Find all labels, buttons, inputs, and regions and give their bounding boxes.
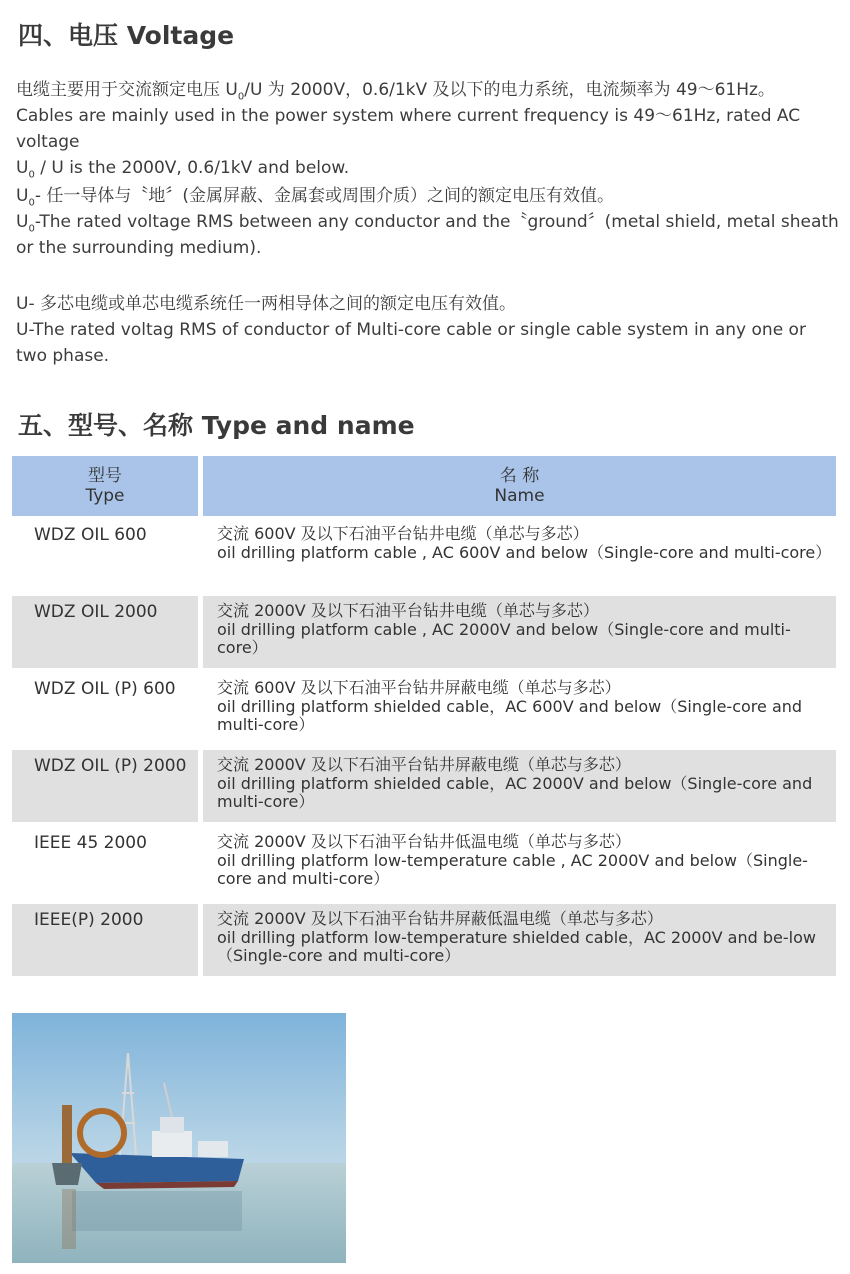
row-type-code: IEEE 45 2000 bbox=[34, 833, 147, 853]
table-row bbox=[12, 593, 836, 670]
header-name bbox=[203, 456, 836, 516]
u0-definition-cn: $U_0-$ 任一导体与〝地〞(金属屏蔽、金属套或周围介质）之间的额定电压有效值。 bbox=[16, 186, 614, 209]
voltage-intro bbox=[16, 77, 841, 181]
row-name bbox=[217, 833, 829, 889]
table-row bbox=[12, 516, 836, 593]
row-name-en: oil drilling platform low-temperature cable , AC 2000V and below（Single-core and multi-core） bbox=[217, 850, 808, 888]
header-name-cn: 名 称 bbox=[499, 466, 540, 486]
row-name-en: oil drilling platform cable , AC 2000V and below（Single-core and multi-core） bbox=[217, 619, 791, 657]
row-name-en: oil drilling platform cable , AC 600V and below（Single-core and multi-core） bbox=[217, 542, 832, 562]
header-type bbox=[12, 456, 198, 516]
row-type-code: WDZ OIL (P) 600 bbox=[34, 679, 176, 699]
u0-definition bbox=[16, 183, 841, 261]
row-type-code: IEEE(P) 2000 bbox=[34, 910, 144, 930]
row-name bbox=[217, 602, 829, 658]
type-name-table bbox=[12, 456, 836, 978]
row-name bbox=[217, 679, 829, 735]
u-definition bbox=[16, 291, 841, 369]
voltage-intro-en-2: $U_0$ / U is the 2000V, 0.6/1kV and below. bbox=[16, 158, 350, 181]
header-type-en: Type bbox=[85, 486, 125, 506]
row-name-cn: 交流 2000V 及以下石油平台钻井屏蔽低温电缆（单芯与多芯） bbox=[217, 909, 663, 928]
drilling-ship-photo bbox=[12, 1013, 346, 1263]
voltage-intro-en-1: Cables are mainly used in the power system where current frequency is 49～61Hz, rated AC voltage bbox=[16, 106, 801, 152]
header-name-en: Name bbox=[494, 486, 545, 506]
table-row bbox=[12, 901, 836, 978]
u-definition-en: U-The rated voltag RMS of conductor of Multi-core cable or single cable system in any one or two phase. bbox=[16, 320, 806, 366]
row-name-cn: 交流 2000V 及以下石油平台钻井低温电缆（单芯与多芯） bbox=[217, 832, 631, 851]
row-name bbox=[217, 524, 832, 562]
row-name-en: oil drilling platform low-temperature shielded cable，AC 2000V and be-low（Single-core and multi-core） bbox=[217, 927, 816, 965]
row-name bbox=[217, 756, 829, 812]
row-name-en: oil drilling platform shielded cable，AC 600V and below（Single-core and multi-core） bbox=[217, 696, 803, 734]
row-type-code: WDZ OIL 600 bbox=[34, 525, 147, 545]
row-name-cn: 交流 2000V 及以下石油平台钻井电缆（单芯与多芯） bbox=[217, 601, 599, 620]
table-header bbox=[12, 456, 836, 516]
table-row bbox=[12, 824, 836, 901]
u0-definition-en: $U_0$-The rated voltage RMS between any conductor and the〝ground〞(metal shield, metal sheath or the surrounding medium). bbox=[16, 212, 839, 258]
row-type-code: WDZ OIL (P) 2000 bbox=[34, 756, 187, 776]
row-name-cn: 交流 600V 及以下石油平台钻井屏蔽电缆（单芯与多芯） bbox=[217, 678, 621, 697]
u-definition-cn: U- 多芯电缆或单芯电缆系统任一两相导体之间的额定电压有效值。 bbox=[16, 294, 516, 314]
table-row bbox=[12, 747, 836, 824]
row-name bbox=[217, 910, 829, 966]
row-name-en: oil drilling platform shielded cable，AC 2000V and below（Single-core and multi-core） bbox=[217, 773, 813, 811]
row-name-cn: 交流 2000V 及以下石油平台钻井屏蔽电缆（单芯与多芯） bbox=[217, 755, 631, 774]
voltage-intro-cn: 电缆主要用于交流额定电压 $U_0/U$ 为 2000V，0.6/1kV 及以下的电力系统，电流频率为 49～61Hz。 bbox=[16, 80, 775, 103]
type-name-heading: 五、型号、名称 Type and name bbox=[18, 411, 415, 440]
table-row bbox=[12, 670, 836, 747]
row-name-cn: 交流 600V 及以下石油平台钻井电缆（单芯与多芯） bbox=[217, 524, 589, 543]
row-type-code: WDZ OIL 2000 bbox=[34, 602, 158, 622]
voltage-heading: 四、电压 Voltage bbox=[18, 21, 235, 50]
header-type-cn: 型号 bbox=[88, 466, 122, 486]
